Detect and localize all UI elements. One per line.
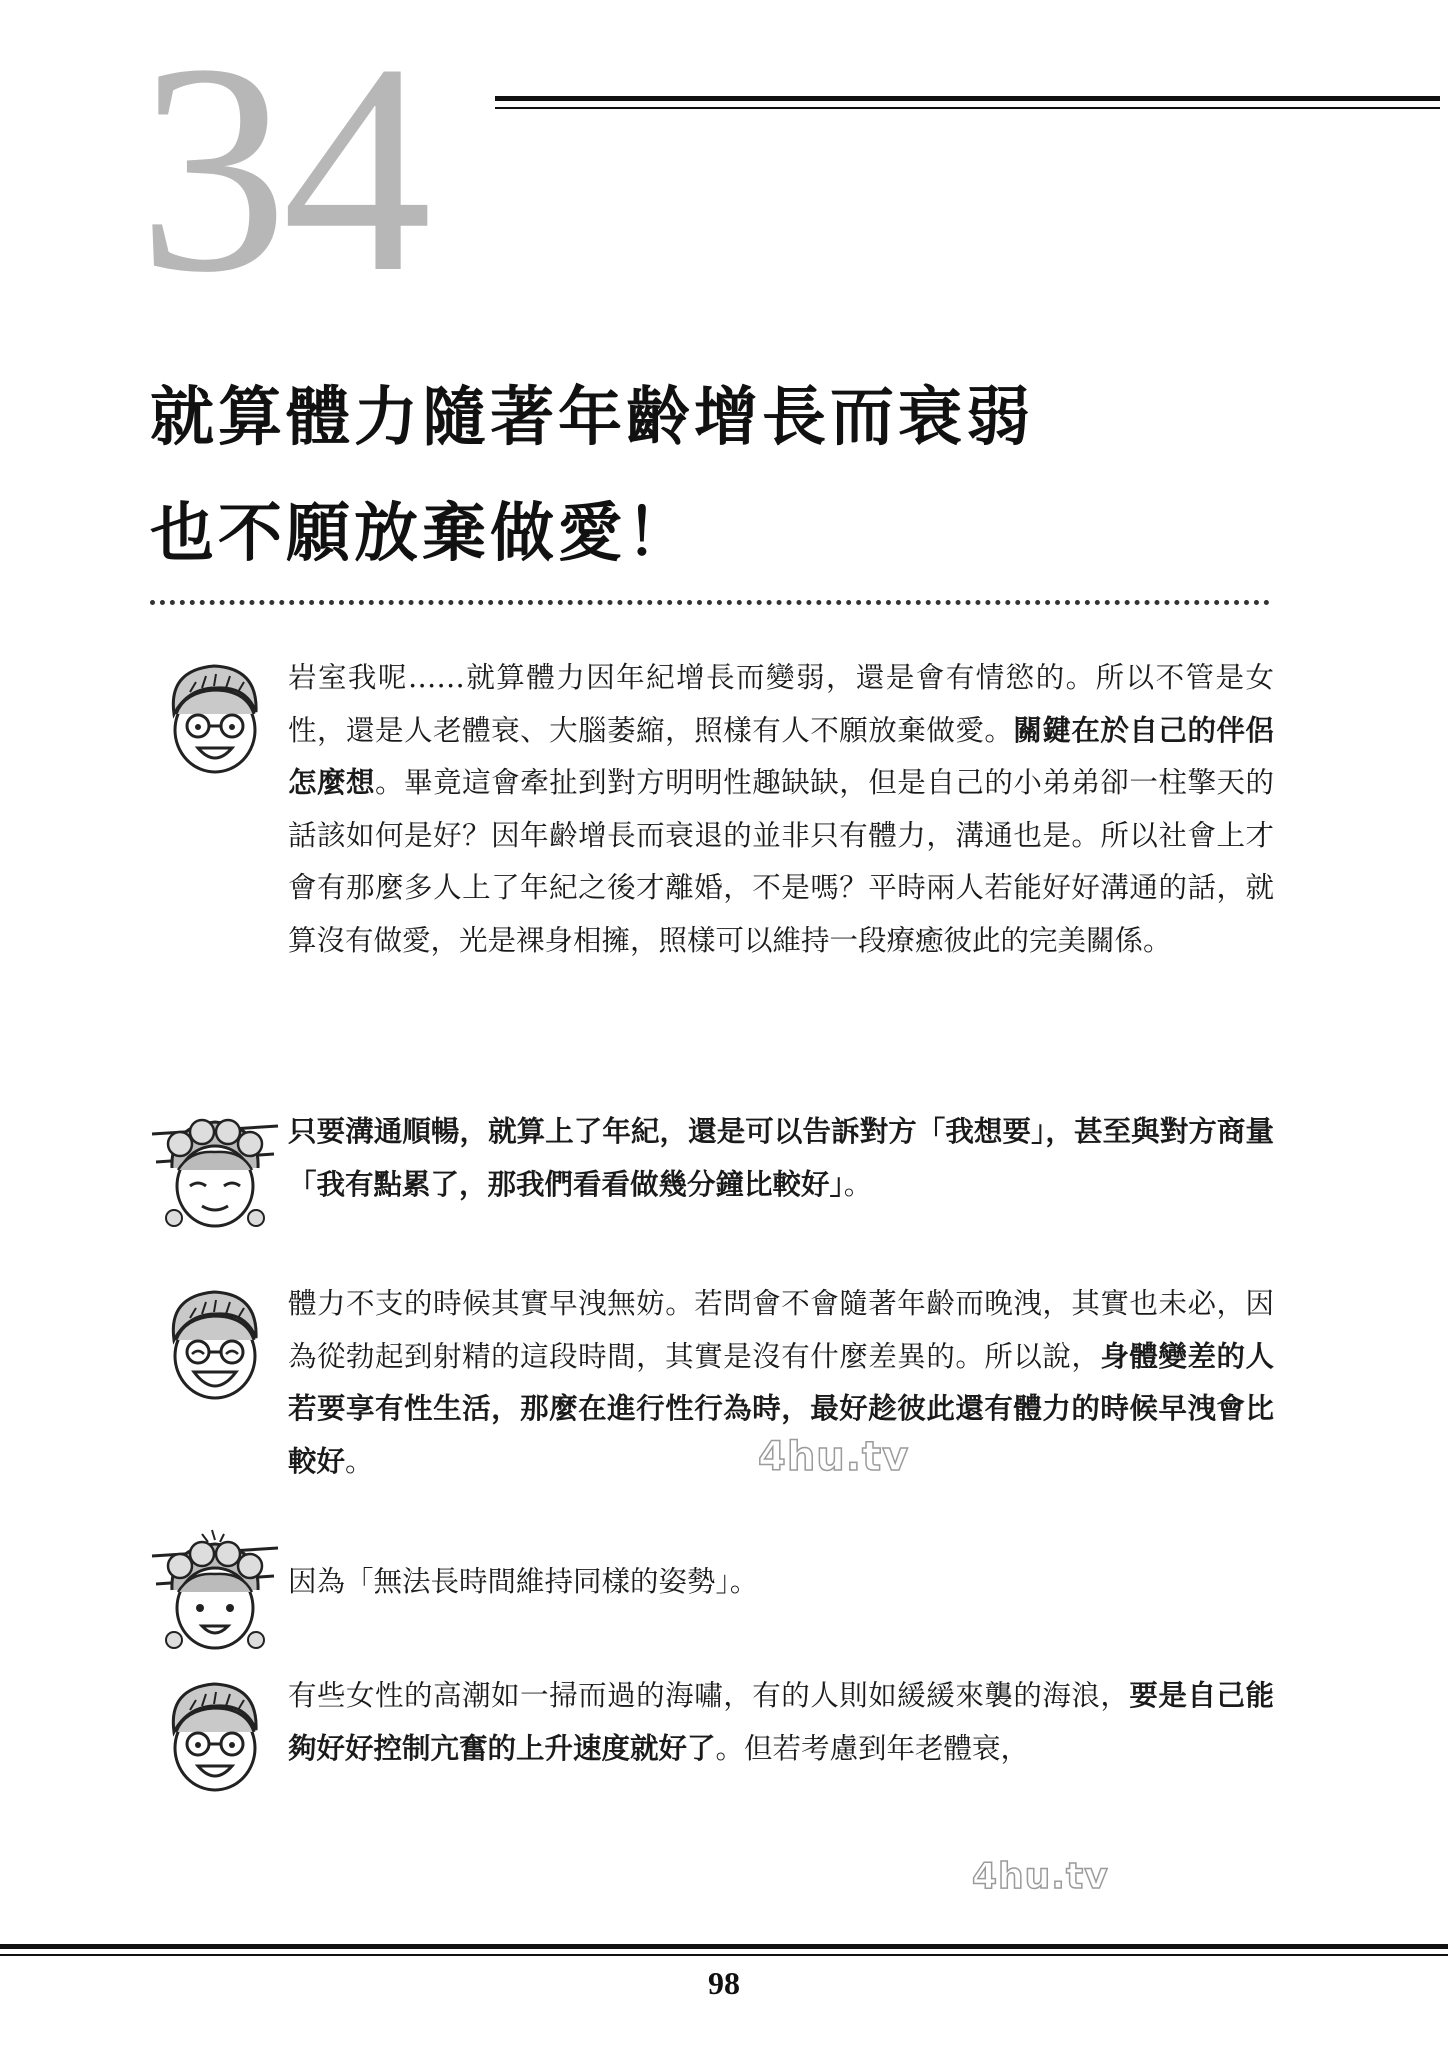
header-rule-thick — [495, 96, 1440, 101]
title-line-2: 也不願放棄做愛！ — [150, 496, 694, 571]
segment: 。畢竟這會牽扯到對方明明性趣缺缺，但是自己的小弟弟卻一柱擎天的話該如何是好？因年齡增長而衰退的並非只有體力，溝通也是。所以社會上才會有那麼多人上了年紀之後才離婚，不是嗎？平時兩人若能好好溝通的話，就算沒有做愛，光是裸身相擁，照樣可以維持一段療癒彼此的完美關係。 — [288, 766, 1274, 957]
chapter-title — [150, 360, 1350, 592]
woman-with-hair-rollers-avatar — [150, 1106, 280, 1236]
segment: 。 — [345, 1444, 374, 1478]
segment: 體力不支的時候其實早洩無妨。若問會不會隨著年齡而晚洩，其實也未必，因為從勃起到射精的這段時間，其實是沒有什麼差異的。所以說， — [288, 1287, 1274, 1373]
man-with-glasses-avatar — [150, 652, 280, 782]
segment: 因為「無法長時間維持同樣的姿勢」。 — [288, 1565, 759, 1598]
paragraph-text-2 — [288, 1106, 1274, 1211]
watermark: 4hu.tv — [972, 1856, 1109, 1897]
bold-segment: 身體變差的人若要享有性生活，那麼在進行性行為時，最好趁彼此還有體力的時候早洩會比較好 — [288, 1339, 1274, 1478]
man-laughing-avatar — [150, 1278, 280, 1408]
segment: 岩室我呢……就算體力因年紀增長而變弱，還是會有情慾的。所以不管是女性，還是人老體衰、大腦萎縮，照樣有人不願放棄做愛。 — [288, 661, 1274, 747]
footer-rule-thin — [0, 1954, 1448, 1956]
segment: 。 — [843, 1167, 873, 1201]
title-line-1: 就算體力隨著年齡增長而衰弱 — [150, 380, 1034, 455]
bold-segment: 要是自己能夠好好控制亢奮的上升速度就好了 — [288, 1679, 1274, 1765]
dotted-divider — [150, 600, 1270, 605]
segment: 有些女性的高潮如一掃而過的海嘯，有的人則如緩緩來襲的海浪， — [288, 1679, 1130, 1712]
segment: 。但若考慮到年老體衰， — [715, 1731, 1030, 1765]
footer-rule-thick — [0, 1944, 1448, 1949]
page-number: 98 — [708, 1965, 740, 2001]
bold-segment: 只要溝通順暢，就算上了年紀，還是可以告訴對方「我想要」，甚至與對方商量「我有點累了，那我們看看做幾分鐘比較好」 — [288, 1115, 1274, 1201]
bold-segment: 關鍵在於自己的伴侶怎麼想 — [288, 713, 1274, 799]
watermark: 4hu.tv — [758, 1434, 910, 1480]
paragraph-text-1 — [288, 652, 1274, 967]
chapter-number: 34 — [138, 2, 426, 334]
paragraph-text-4 — [288, 1556, 1274, 1609]
header-rule-thin — [495, 107, 1440, 109]
woman-surprised-avatar — [150, 1528, 280, 1658]
paragraph-text-5 — [288, 1670, 1274, 1775]
man-with-glasses-avatar — [150, 1670, 280, 1800]
